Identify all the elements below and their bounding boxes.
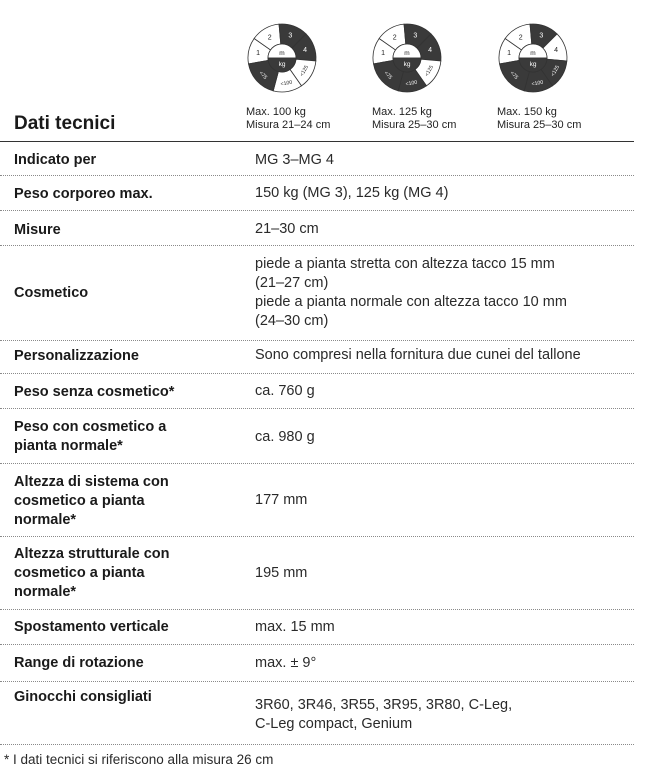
row-label-line: Peso con cosmetico a (14, 419, 167, 435)
row-label-line: Altezza di sistema con (14, 474, 169, 490)
row-label-line: Cosmetico (14, 285, 89, 301)
row-label-line: Misure (14, 222, 61, 238)
row-value (255, 382, 625, 401)
wheel-segment-label: 3 (539, 32, 544, 40)
wheel-segment-label: 1 (256, 50, 261, 58)
row-label-line: cosmetico a pianta (14, 565, 145, 581)
row-value-line: 150 kg (MG 3), 125 kg (MG 4) (255, 185, 449, 201)
footnote: * I dati tecnici si riferiscono alla misura 26 cm (4, 752, 274, 767)
row-label (14, 347, 224, 366)
wheel-svg (497, 22, 569, 94)
row-value-line: 177 mm (255, 492, 308, 508)
wheel-segment-label: 4 (554, 47, 558, 55)
table-row (0, 464, 634, 537)
wheel-caption-2 (372, 106, 456, 132)
row-value-line: max. 15 mm (255, 619, 335, 635)
weight-wheel-icon-2 (371, 22, 443, 94)
table-row (0, 341, 634, 374)
wheel-caption-3 (497, 106, 581, 132)
weight-wheel-icon-3 (497, 22, 569, 94)
wheel-segment-label: <100 (405, 79, 418, 88)
wheel-segment-label: 1 (381, 50, 386, 58)
wheel-hub-label: m (404, 50, 410, 57)
row-label (14, 221, 224, 240)
row-value-line: Sono compresi nella fornitura due cunei del tallone (255, 347, 581, 363)
row-label (14, 654, 224, 673)
wheel-segment-label: 3 (413, 32, 418, 40)
row-label-line: Ginocchi consigliati (14, 689, 152, 705)
row-value-line: piede a pianta normale con altezza tacco 10 mm (255, 294, 567, 310)
row-value (255, 618, 625, 637)
wheel-segment-label: 1 (507, 50, 512, 58)
wheel-hub-label: kg (403, 61, 411, 68)
row-label (14, 185, 224, 204)
table-row (0, 537, 634, 610)
wheel-segment-label: <125 (423, 64, 436, 78)
row-label-line: cosmetico a pianta (14, 493, 145, 509)
wheel-segment-label: 2 (392, 34, 397, 42)
wheel-caption-weight: Max. 125 kg (372, 106, 432, 118)
wheel-segment-label: <125 (549, 64, 562, 78)
row-label (14, 418, 224, 456)
row-value-line: 195 mm (255, 565, 308, 581)
row-value-line: max. ± 9° (255, 655, 317, 671)
row-label (14, 473, 224, 530)
row-label-line: Indicato per (14, 152, 97, 168)
wheel-segment-label: 4 (303, 47, 307, 55)
row-label-line: normale* (14, 512, 77, 528)
table-row (0, 645, 634, 682)
row-value-line: ca. 760 g (255, 383, 315, 399)
row-value-line: 21–30 cm (255, 221, 319, 237)
wheel-caption-size: Misura 25–30 cm (372, 119, 457, 131)
wheel-caption-weight: Max. 100 kg (246, 106, 306, 118)
row-label-line: Altezza strutturale con (14, 546, 170, 562)
wheel-segment-label: 2 (518, 34, 523, 42)
row-label (14, 618, 224, 637)
table-row (0, 374, 634, 409)
row-value (255, 696, 625, 734)
table-row (0, 176, 634, 211)
row-label (14, 151, 224, 170)
row-label (14, 383, 224, 402)
weight-wheel-icon-1 (246, 22, 318, 94)
row-value (255, 220, 625, 239)
wheel-hub-label: kg (278, 61, 286, 68)
row-label-line: normale* (14, 584, 77, 600)
wheel-segment-label: <125 (298, 64, 311, 78)
row-value-line: C-Leg compact, Genium (255, 716, 413, 732)
wheel-hub-label: kg (529, 61, 537, 68)
row-label-line: Personalizzazione (14, 348, 139, 364)
row-label-line: pianta normale* (14, 438, 123, 454)
table-row (0, 211, 634, 246)
wheel-svg (371, 22, 443, 94)
row-label (14, 545, 224, 602)
row-value-line: (24–30 cm) (255, 313, 329, 329)
row-value (255, 491, 625, 510)
row-label-line: Range di rotazione (14, 655, 144, 671)
wheel-segment-label: <75 (508, 70, 520, 81)
wheel-caption-weight: Max. 150 kg (497, 106, 557, 118)
row-value-line: ca. 980 g (255, 429, 315, 445)
wheel-segment-label: 3 (288, 32, 293, 40)
table-row (0, 142, 634, 176)
wheel-segment-label: <100 (531, 79, 544, 88)
row-value (255, 255, 625, 331)
table-row (0, 682, 634, 745)
table-row (0, 409, 634, 464)
row-value-line: piede a pianta stretta con altezza tacco 15 mm (255, 256, 555, 272)
wheel-segment-label: <75 (257, 70, 269, 81)
wheel-caption-size: Misura 25–30 cm (497, 119, 582, 131)
row-label-line: Peso senza cosmetico* (14, 384, 175, 400)
row-label (14, 688, 224, 707)
wheel-segment-label: <100 (280, 79, 293, 88)
table-row (0, 610, 634, 645)
table-row (0, 246, 634, 341)
row-label-line: Spostamento verticale (14, 619, 169, 635)
row-value-line: (21–27 cm) (255, 275, 329, 291)
row-label-line: Peso corporeo max. (14, 186, 153, 202)
row-value-line: MG 3–MG 4 (255, 152, 334, 168)
section-title: Dati tecnici (14, 113, 116, 134)
row-value (255, 151, 625, 170)
row-value (255, 654, 625, 673)
row-value (255, 428, 625, 447)
row-value (255, 184, 625, 203)
wheel-segment-label: 2 (267, 34, 272, 42)
wheel-svg (246, 22, 318, 94)
wheel-hub-label: m (279, 50, 285, 57)
wheel-hub-label: m (530, 50, 536, 57)
wheel-segment-label: <75 (382, 70, 394, 81)
wheel-caption-1 (246, 106, 330, 132)
row-label (14, 284, 224, 303)
row-value (255, 346, 625, 365)
row-value (255, 564, 625, 583)
wheel-segment-label: 4 (428, 47, 432, 55)
row-value-line: 3R60, 3R46, 3R55, 3R95, 3R80, C-Leg, (255, 697, 513, 713)
wheel-caption-size: Misura 21–24 cm (246, 119, 331, 131)
